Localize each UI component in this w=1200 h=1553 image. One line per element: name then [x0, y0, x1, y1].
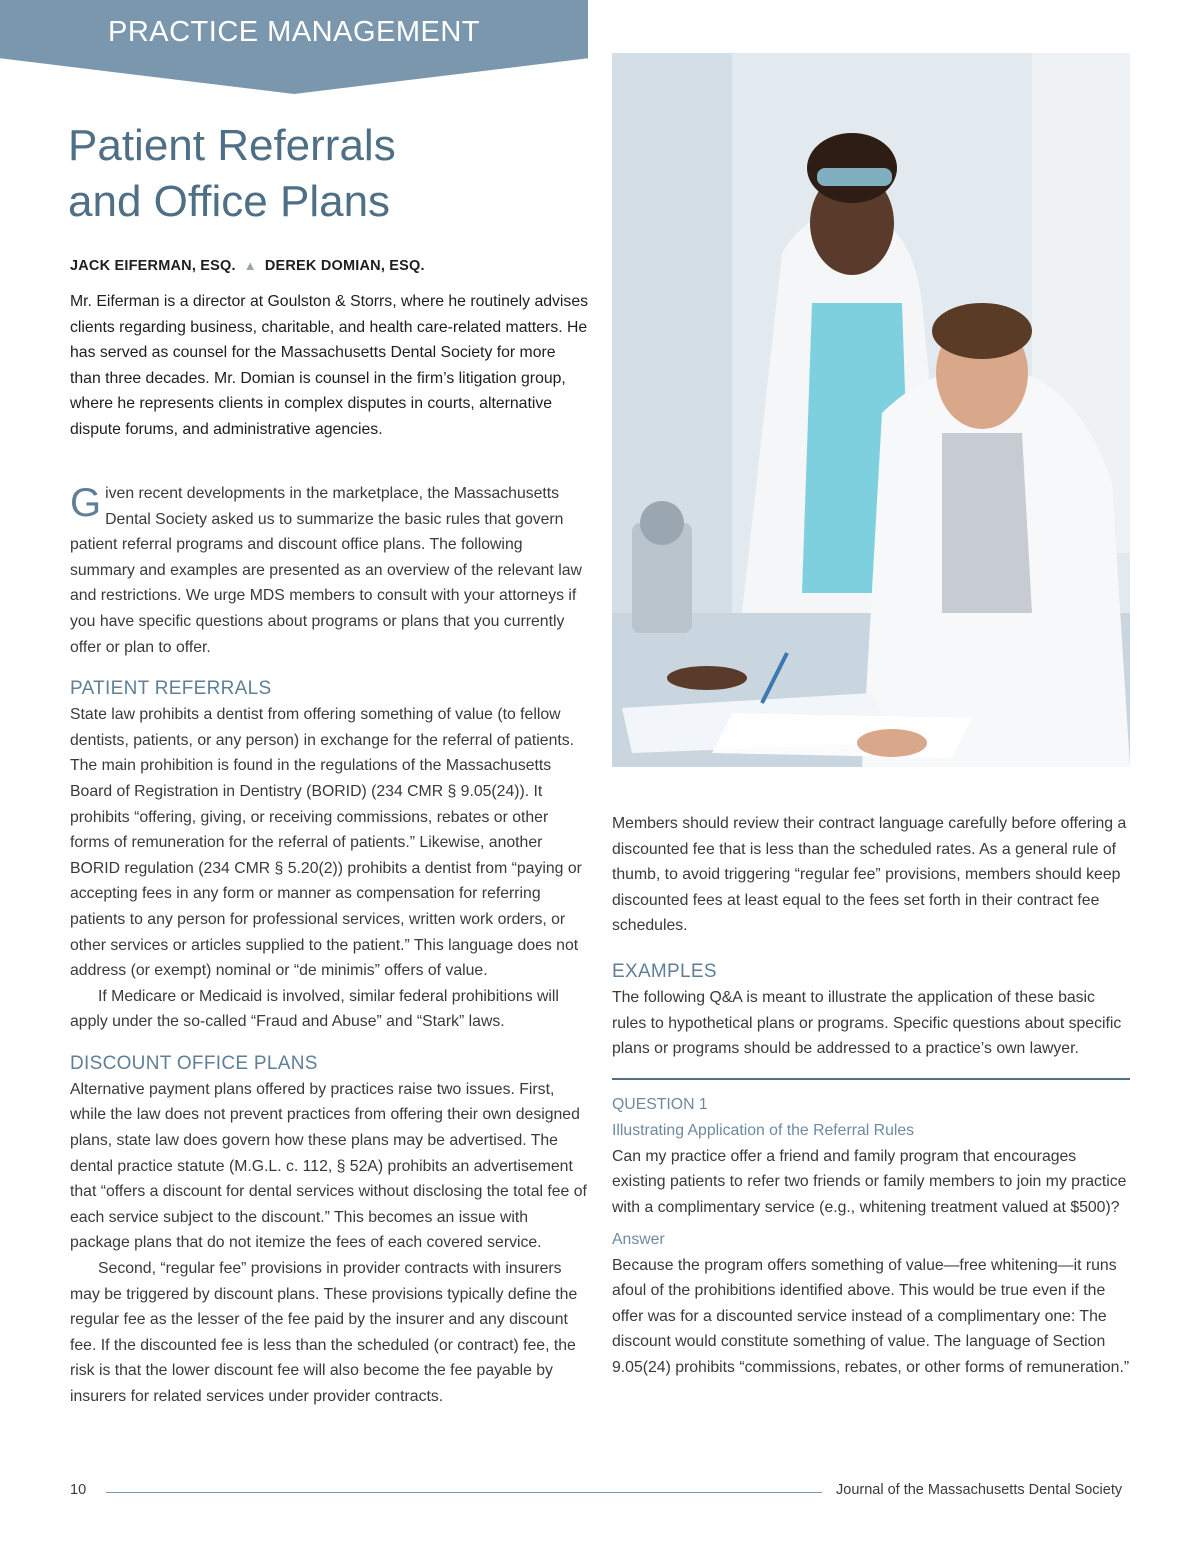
question-subtitle: Illustrating Application of the Referral Rules — [612, 1121, 915, 1139]
examples-paragraph: The following Q&A is meant to illustrate the application of these basic rules to hypothetical plans or programs. Specific questions about specific plans or programs should be addressed to a practice’s own lawyer. — [612, 988, 1122, 1058]
author-1: JACK EIFERMAN, ESQ. — [70, 258, 236, 274]
heading-discount-office-plans: DISCOUNT OFFICE PLANS — [70, 1052, 318, 1074]
title-line-1: Patient Referrals — [68, 121, 396, 170]
intro-paragraph — [70, 481, 590, 660]
journal-name: Journal of the Massachusetts Dental Society — [836, 1482, 1123, 1498]
left-column — [70, 481, 590, 1410]
question-text: Can my practice offer a friend and family program that encourages existing patients to refer two friends or family members to join my practice with a complimentary service (e.g., whitening treatment valued at $500)? — [612, 1147, 1127, 1216]
page-number: 10 — [70, 1482, 87, 1498]
title-line-2: and Office Plans — [68, 177, 391, 226]
right-column — [612, 811, 1130, 1381]
triangle-separator-icon: ▲ — [243, 258, 257, 273]
author-byline — [70, 258, 425, 274]
drop-cap: G — [70, 481, 102, 525]
question-label: QUESTION 1 — [612, 1095, 708, 1113]
lab-scene-illustration — [612, 53, 1130, 767]
section-divider — [612, 1078, 1130, 1080]
heading-examples: EXAMPLES — [612, 960, 717, 982]
section-banner-label: PRACTICE MANAGEMENT — [107, 16, 481, 48]
author-2: DEREK DOMIAN, ESQ. — [264, 258, 425, 274]
referrals-paragraph-1: State law prohibits a dentist from offering something of value (to fellow dentists, patients, or any person) in exchange for the referral of patients. The main prohibition is found in the regulations of the Massachusetts Board of Registration in Dentistry (BORID) (234 CMR § 9.05(24)). It prohibits “offering, giving, or receiving commissions, rebates or other forms of remuneration for the referral of patients.” Likewise, another BORID regulation (234 CMR § 5.20(2)) prohibits a dentist from “paying or accepting fees in any form or manner as compensation for referring patients to any person for professional services, written work orders, or other services or articles supplied to the patient.” This language does not address (or exempt) nominal or “de minimis” offers of value. — [70, 706, 582, 980]
author-bio: Mr. Eiferman is a director at Goulston & Storrs, where he routinely advises clients regarding business, charitable, and health care-related matters. He has served as counsel for the Massachusetts Dental Society for more than three decades. Mr. Domian is counsel in the firm’s litigation group, where he represents clients in complex disputes in courts, alternative dispute forums, and administrative agencies. — [70, 293, 589, 438]
heading-patient-referrals: PATIENT REFERRALS — [70, 678, 272, 700]
discount-paragraph-2: Second, “regular fee” provisions in provider contracts with insurers may be triggered by discount plans. These provisions typically define the regular fee as the lesser of the fee paid by the insurer and any discount fee. If the discounted fee is less than the scheduled (or contract) fee, the risk is that the lower discount fee will also become the fee payable by insurers for related services under provider contracts. — [70, 1260, 578, 1405]
discount-paragraph-1: Alternative payment plans offered by practices raise two issues. First, while the law does not prevent practices from offering their own designed plans, state law does govern how these plans may be advertised. The dental practice statute (M.G.L. c. 112, § 52A) prohibits an advertisement that “offers a discount for dental services without disclosing the total fee of each service subject to the discount.” This becomes an issue with package plans that do not itemize the fees of each covered service. — [70, 1080, 587, 1252]
intro-text: iven recent developments in the marketplace, the Massachusetts Dental Society asked us to summarize the basic rules that govern patient referral programs and discount office plans. The following summary and examples are presented as an overview of the relevant law and restrictions. We urge MDS members to consult with your attorneys if you have specific questions about programs or plans that you currently offer or plan to offer. — [70, 485, 582, 656]
referrals-paragraph-2: If Medicare or Medicaid is involved, similar federal prohibitions will apply under the so-called “Fraud and Abuse” and “Stark” laws. — [70, 987, 559, 1031]
answer-text: Because the program offers something of value—free whitening—it runs afoul of the prohibitions identified above. This would be true even if the offer was for a discounted service instead of a complimentary one: The discount would constitute something of value. The language of Section 9.05(24) prohibits “commissions, rebates, or other forms of remuneration.” — [612, 1256, 1130, 1376]
continuation-paragraph: Members should review their contract language carefully before offering a discounted fee that is less than the scheduled rates. As a general rule of thumb, to avoid triggering “regular fee” provisions, members should keep discounted fees at least equal to the fees set forth in their contract fee schedules. — [612, 815, 1127, 935]
footer-rule — [106, 1492, 822, 1493]
article-photo — [612, 53, 1130, 767]
article-title — [68, 118, 568, 230]
answer-label: Answer — [612, 1230, 665, 1248]
